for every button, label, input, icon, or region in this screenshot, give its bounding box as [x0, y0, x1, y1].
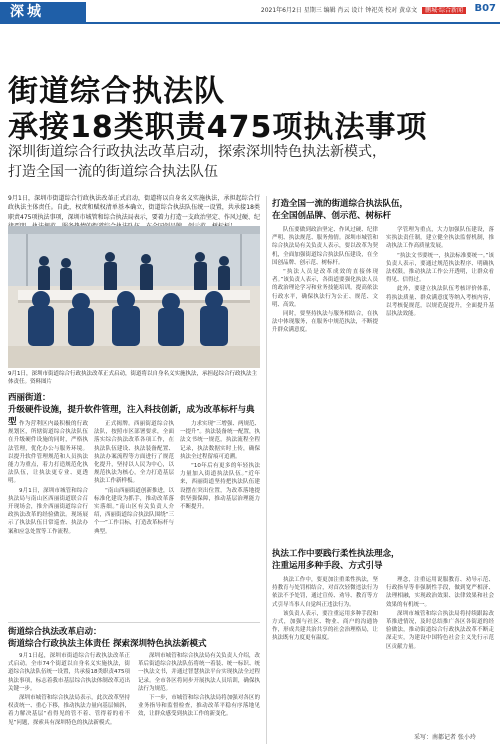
headline [8, 74, 492, 146]
section-tag: 鹏城·综合新闻 [422, 7, 466, 14]
paragraph: 理念，注重运用说服教育、劝导示范、行政指导等非强制性手段，做到宽严相济、法理相融，实现政治效果、法律效果和社会效果的有机统一。 [386, 577, 494, 608]
paragraph: 深圳市城管和综合执法局有关负责人介绍，改革后街道综合执法队伍将统一着装、统一标识、统一执法文书，并通过智慧执法平台实现执法全过程记录。全市各区将同步开展执法人员培训，确保执法行为规范。 [138, 653, 260, 692]
issue-date-editors: 2021年6月2日 星期三 编辑 肖云 设计 钟祀英 校对 黄卓文 [260, 7, 418, 14]
paragraph: 深圳市城管和综合执法局将持续跟踪改革推进情况，及时总结推广各区各街道的经验做法，推动街道综合行政执法改革不断走深走实，为建设中国特色社会主义先行示范区贡献力量。 [386, 610, 494, 650]
news-photo [8, 226, 260, 368]
article-column-8 [272, 576, 378, 744]
section-heading-soft-line-2: 注重运用多种手段、方式引导 [272, 561, 383, 571]
paragraph: 作为营利区内最积极的行政规划区，所辖街道综合执法队伍在升级硬件设施的同时，严格执法管理，优化办公与服务环境。以提升软件管理规范和人员执法能力为重点，着力打造规范化执法队伍，让执法更专业、更透明。 [8, 421, 88, 485]
article-column-7 [386, 226, 494, 542]
paragraph: 队伍要做到政治坚定、作风过硬、纪律严明、执法规范、服务热情。深圳市城管和综合执法局有关负责人表示，要以改革为契机，全面加强街道综合执法队伍建设，在全国创品牌、创示范、树标杆。 [272, 227, 378, 266]
paragraph: “执法人员是改革成效的直接体现者。”该负责人表示，各街道要强化执法人员的政治理论学习和业务技能培训，提高依法行政水平，确保执法行为公正、规范、文明、高效。 [272, 269, 378, 308]
paragraph: 该负责人表示，要注重运用多种手段和方式，加强与社区、物业、商户的沟通协作，形成共建共治共享的社会治理格局，让执法既有力度更有温度。 [272, 610, 378, 642]
article-column-4 [8, 652, 130, 746]
subheadline-line-2: 打造全国一流的街道综合执法队伍 [8, 164, 218, 180]
subheadline [8, 142, 492, 182]
article-column-9 [386, 576, 494, 728]
section-divider [8, 622, 260, 623]
section-heading-reform-line-1: 街道综合执法改革启动： [8, 627, 102, 637]
photo-caption: 9月1日，深圳市街道综合行政执法改革正式启动，街道将以自身名义实施执法，承担起综合行政执法主体责任。资料图片 [8, 371, 258, 385]
paragraph: “10年后有更多的年轻执法力量加入街道执法队伍。”近年来，西丽街道坚持把执法队伍建设摆在突出位置，为改革落地提供坚强保障，推动基层治理能力不断提升。 [180, 463, 260, 511]
section-tab: 深城 [0, 2, 86, 22]
paragraph: 9月1日起，深圳市街道综合行政执法改革正式启动。全市74个街道以自身名义实施执法，街道综合执法队伍统一设置，共承接18类职责475项执法事项，标志着我市基层综合执法体制改革迈出关键一步。 [8, 653, 130, 692]
lead-paragraph: 9月1日，深圳市街道综合行政执法改革正式启动，街道将以自身名义实施执法，承担起综合行政执法主体责任。自此，权责和赋权清单基本确立，街道综合执法队伍统一设置，共承接18类职责475项执法事项，深圳市城管和综合执法局表示，要着力打造一支政治坚定、作风过硬、纪 [8, 195, 260, 221]
section-heading-soft-enforcement [272, 548, 494, 572]
paragraph: 下一步，市城管和综合执法局将加强对各区的业务指导和监督检查，推动改革平稳有序落地见效，让群众感受到执法工作的新变化。 [138, 695, 260, 718]
paragraph: “南山西丽街道创新推进，以标准化建设为抓手，推动改革落实落细。”南山区有关负责人介绍，西丽街道综合执法队围绕“三个一”工作目标，打造改革标杆与典型。 [94, 487, 174, 535]
article-column-6 [272, 226, 378, 542]
paragraph: 9月1日，深圳市城管和综合执法局与南山区西丽街道联合召开现场会，推介西丽街道综合行政执法改革的经验做法。现场展示了执法队伍日常巡查、执法办案和应急处置等工作流程。 [8, 487, 88, 535]
headline-line-2: 承接18类职责475项执法事项 [8, 110, 428, 145]
paragraph: 执法工作中，要更加注重柔性执法，坚持教育与处罚相结合，对首次轻微违法行为依法不予处罚，通过宣传、劝导、教育等方式引导当事人自觉纠正违法行为。 [272, 577, 378, 608]
section-heading-reform-line-2: 街道综合行政执法主体责任 探索深圳特色执法新模式 [8, 639, 207, 649]
meeting-photo-illustration [8, 226, 260, 368]
article-column-5 [138, 652, 260, 746]
issue-info [261, 5, 466, 14]
paragraph: 此外，要建立执法队伍考核评价体系，将执法质量、群众满意度等纳入考核内容，以考核促规范，以规范促提升，全面提升基层执法效能。 [386, 286, 494, 318]
paragraph: 深圳市城管和综合执法局表示，此次改革坚持权责统一、重心下移，推动执法力量向基层倾斜，着力解决基层“看得见的管不着、管得着的看不见”问题，探索具有深圳特色的执法新模式。 [8, 695, 130, 726]
section-heading-national [272, 198, 494, 222]
headline-line-1: 街道综合执法队 [8, 74, 225, 109]
paragraph: “执法文书要统一，执法标准要统一。”该负责人表示，要通过规范执法程序、明确执法权限，推动执法工作公开透明，让群众看得见、信得过。 [386, 252, 494, 284]
section-heading-national-line-1: 打造全国一流的街道综合执法队伍， [272, 199, 409, 209]
paragraph: 同时，要坚持执法与服务相结合，在执法中体现服务，在服务中规范执法，不断提升群众满意度。 [272, 311, 378, 334]
section-heading-soft-line-1: 执法工作中要践行柔性执法理念， [272, 549, 400, 559]
masthead [0, 0, 500, 22]
subheadline-line-1: 深圳街道综合行政执法改革启动，探索深圳特色执法新模式， [8, 144, 386, 160]
paragraph: 力求实现“三增强、两规范、一提升”。执法装备统一配置，执法文书统一规范，执法流程全程记录，执法数据实时上传，确保执法全过程留痕可追溯。 [180, 421, 260, 460]
article-column-1 [8, 420, 88, 618]
section-heading-reform [8, 626, 260, 650]
paragraph: 正式揭牌。西丽街道综合执法队，按照市区部署要求，全面落实综合执法改革各项工作，在执法队伍建设、执法装备配置、执法办案流程等方面进行了规范化提升，坚持以人民为中心，以规范执法为核心，全力打造基层执法工作新样板。 [94, 421, 174, 485]
paragraph: 学管理为重点，大力加强队伍建设，落实执法责任制，建立健全执法监督机制，推动执法工作高质量发展。 [386, 227, 494, 250]
masthead-rule [0, 22, 500, 24]
section-heading-xili-line-1: 西丽街道： [8, 393, 51, 403]
section-heading-national-line-2: 在全国创品牌、创示范、树标杆 [272, 211, 392, 221]
article-column-2 [94, 420, 174, 618]
author-credit: 采写：南都记者 张小玲 [414, 734, 476, 741]
section-heading-xili-line-2: 升级硬件设施，提升软件管理，注入科技创新，成为改革标杆与典型 [8, 405, 255, 427]
column-divider [266, 196, 267, 744]
page-number: B07 [474, 3, 496, 14]
article-column-3 [180, 420, 260, 618]
